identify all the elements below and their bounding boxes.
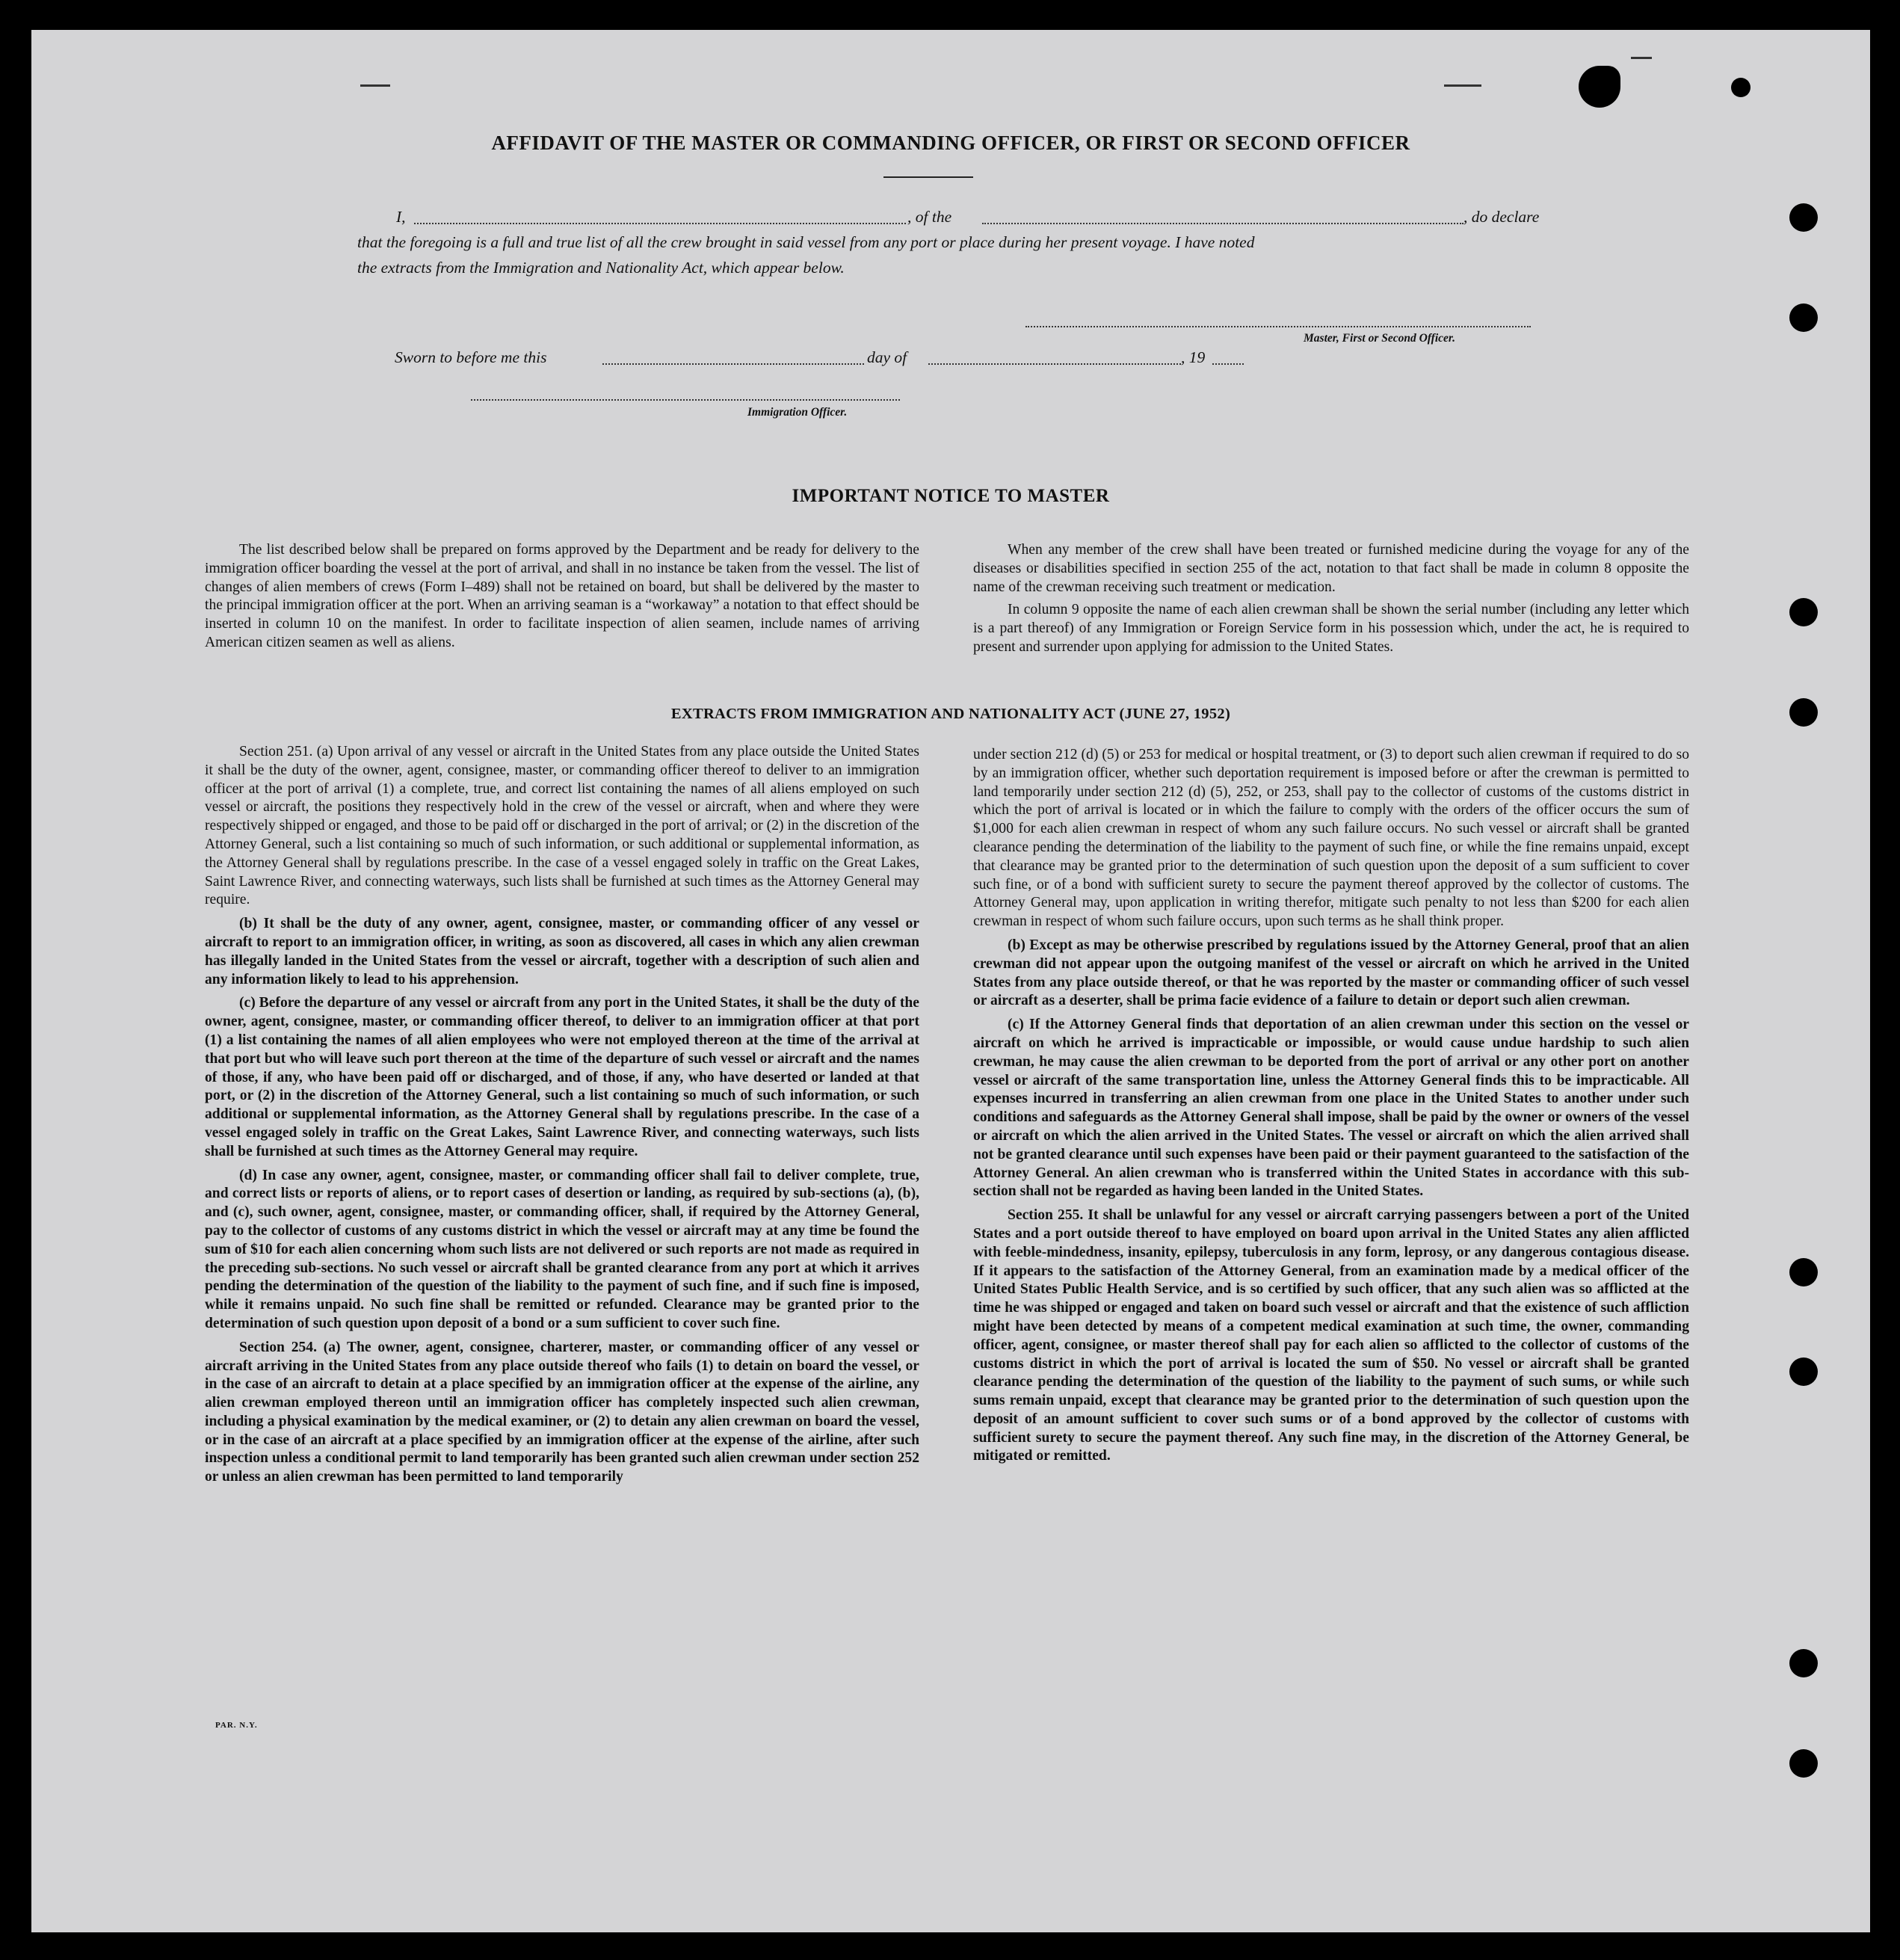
printer-mark: PAR. N.Y. — [215, 1721, 258, 1730]
vessel-name-line — [982, 223, 1463, 224]
sworn-month-line — [928, 363, 1181, 365]
section-251a: Section 251. (a) Upon arrival of any vessel or aircraft in the United States from any place outside the United States it shall be the duty of the owner, agent, consignee, master, or commanding officer thereof to deliver to an immigration officer at the port of arrival (1) a complete, true, and correct list containing the names of all aliens employed on such vessel or aircraft, the positions they respectively hold in the crew of the vessel or aircraft, when and where they were respectively shipped or engaged, and those to be paid off or discharged in the port of arrival; or (2) in the discretion of the Attorney General, such a list containing so much of such information, or such additional or supplemental information, as the Attorney General shall by regulations prescribe. In the case of a vessel engaged solely in traffic on the Great Lakes, Saint Lawrence River, and connecting waterways, such lists shall be furnished at such times as the Attorney General may require. — [205, 744, 919, 908]
notice-left-column — [205, 541, 919, 653]
declare-do-declare-label: , do declare — [1463, 208, 1540, 226]
section-251d: (d) In case any owner, agent, consignee, master, or commanding officer shall fail to deliver complete, true, and correct lists or reports of aliens, or to report cases of desertion or landing, as required by sub-sections (a), (b), and (c), such owner, agent, consignee, master, or commanding officer, shall, if required by the Attorney General, pay to the collector of customs of any customs district in which the vessel or aircraft may at any time be found the sum of $10 for each alien concerning whom such lists are not delivered or such reports are not made as required in the preceding sub-sections. No such vessel or aircraft shall be granted clearance from any port at which it arrives pending the determination of the question of the liability to the payment of such fine, and if such fine is imposed, while it remains unpaid. No such fine shall be remitted or refunded. Clearance may be granted prior to the determination of such question upon deposit of a bond or a sum sufficient to cover such fine. — [205, 1167, 919, 1331]
declarant-name-line — [414, 223, 906, 224]
sworn-day-line — [602, 363, 864, 365]
extracts-left-column — [205, 743, 919, 1487]
notice-right-paragraph-2: In column 9 opposite the name of each alien crewman shall be shown the serial number (including any letter which is a part thereof) of any Immigration or Foreign Service form in his possession which, under the act, he is required to present and surrender upon applying for admission to the United States. — [973, 602, 1689, 655]
punch-hole-icon — [1731, 78, 1751, 97]
sworn-year-line — [1212, 363, 1244, 365]
section-254a-continued: under section 212 (d) (5) or 253 for medical or hospital treatment, or (3) to deport such alien crewman if required to do so by an immigration officer, whether such deportation requirement is imposed before or after the crewman is permitted to land temporarily under section 212 (d) (5), 252, or 253, shall pay to the collector of customs of the customs district in which the port of arrival is located or in which the failure to comply with the orders of the officer occurs the sum of $1,000 for each alien crewman in respect of whom any such failure occurs. No such vessel or aircraft shall be granted clearance pending the determination of the liability to the payment of such fine, or while the fine remains unpaid, except that clearance may be granted prior to the determination of such question upon the deposit of a sum sufficient to cover such fine, or of a bond with sufficient surety to secure the payment thereof approved by the collector of customs. The Attorney General may, upon application in writing therefor, mitigate such penalty to not less than $200 for each alien crewman in respect of whom such failure occurs, upon such terms as he shall think proper. — [973, 747, 1689, 930]
scan-mark — [1631, 57, 1652, 59]
punch-hole-icon — [1789, 303, 1818, 332]
declare-of-the-label: , of the — [907, 208, 952, 226]
scan-mark — [360, 84, 390, 87]
title-rule — [883, 176, 973, 178]
notice-right-column — [973, 541, 1689, 657]
section-251c: (c) Before the departure of any vessel or aircraft from any port in the United States, it shall be the duty of the owner, agent, consignee, master, or commanding officer thereof, to deliver to an immigration officer at that port (1) a list containing the names of all alien employees who were not employed thereon at the time of the arrival at that port but who will leave such port thereon at the time of the departure of such vessel or aircraft and the names of those, if any, who have been paid off or discharged, and of those, if any, who have deserted or landed at that port, or (2) in the discretion of the Attorney General, such a list containing so much of such information, or such additional or supplemental information, as the Attorney General shall by regulations prescribe. In the case of a vessel engaged solely in traffic on the Great Lakes, Saint Lawrence River, and connecting waterways, such lists shall be furnished at such times as the Attorney General may require. — [205, 995, 919, 1159]
immigration-officer-label: Immigration Officer. — [747, 406, 848, 419]
punch-hole-icon — [1579, 66, 1620, 108]
year-label: , 19 — [1181, 348, 1206, 366]
master-signature-label: Master, First or Second Officer. — [1304, 332, 1455, 345]
punch-hole-icon — [1789, 598, 1818, 626]
section-255: Section 255. It shall be unlawful for any vessel or aircraft carrying passengers between a port of the United States and a port outside thereof to have employed on board upon arrival in the United States any alien afflicted with feeble-mindedness, insanity, epilepsy, tuberculosis in any form, leprosy, or any dangerous contagious disease. If it appears to the satisfaction of the Attorney General, from an examination made by a medical officer of the United States Public Health Service, and is so certified by such officer, that any such alien was so afflicted at the time he was shipped or engaged and taken on board such vessel or aircraft and that the existence of such affliction might have been detected by means of a competent medical examination at such time, the owner, commanding officer, agent, consignee, or master thereof shall pay for each alien so afflicted to the collector of customs of the customs district in which the port of arrival is located the sum of $50. No vessel or aircraft shall be granted clearance pending the determination of the question of the liability to the payment of such sums, or while such sums remain unpaid, except that clearance may be granted prior to the determination of such question upon the deposit of an amount sufficient to cover such sums or of a bond approved by the collector of customs with sufficient surety to secure the payment thereof. Any such fine may, in the discretion of the Attorney General, be mitigated or remitted. — [973, 1207, 1689, 1464]
sworn-label: Sworn to before me this — [395, 348, 547, 366]
section-254a: Section 254. (a) The owner, agent, consignee, charterer, master, or commanding officer of any vessel or aircraft arriving in the United States from any place outside thereof who fails (1) to detain on board the vessel, or in the case of an aircraft to detain at a place specified by an immigration officer at the expense of the airline, any alien crewman employed thereon until an immigration officer has completely inspected such alien crewman, including a physical examination by the medical examiner, or (2) to detain any alien crewman on board the vessel, or in the case of an aircraft at a place specified by an immigration officer at the expense of the airline, after such inspection unless a conditional permit to land temporarily has been granted such alien crewman under section 252 or unless an alien crewman has been permitted to land temporarily — [205, 1339, 919, 1485]
document-page — [31, 30, 1870, 1932]
declaration-line-2: that the foregoing is a full and true list of all the crew brought in said vessel from any port or place during her present voyage. I have noted — [357, 233, 1255, 251]
punch-hole-icon — [1789, 1749, 1818, 1778]
notice-title: IMPORTANT NOTICE TO MASTER — [792, 486, 1110, 506]
section-251b: (b) It shall be the duty of any owner, agent, consignee, master, or commanding officer of any vessel or aircraft to report to an immigration officer, in writing, as soon as discovered, all cases in which any alien crewman has illegally landed in the United States from the vessel or aircraft, together with a description of such alien and any information likely to lead to his apprehension. — [205, 916, 919, 987]
extracts-heading: EXTRACTS FROM IMMIGRATION AND NATIONALITY ACT (JUNE 27, 1952) — [670, 706, 1231, 722]
day-of-label: day of — [867, 348, 907, 366]
punch-hole-icon — [1789, 1357, 1818, 1386]
scan-mark — [1444, 84, 1481, 87]
declare-i-label: I, — [396, 208, 406, 226]
notice-right-paragraph-1: When any member of the crew shall have been treated or furnished medicine during the voyage for any of the diseases or disabilities specified in section 255 of the act, notation to that fact shall be made in column 8 opposite the name of the crewman receiving such treatment or medication. — [973, 542, 1689, 595]
notice-left-paragraph: The list described below shall be prepared on forms approved by the Department and be ready for delivery to the immigration officer boarding the vessel at the port of arrival, and shall in no instance be taken from the vessel. The list of changes of alien members of crews (Form I–489) shall not be retained on board, but shall be delivered by the master to the principal immigration officer at the port. When an arriving seaman is a “workaway” a notation to that effect should be inserted in column 10 on the manifest. In order to facilitate inspection of alien seamen, include names of arriving American citizen seamen as well as aliens. — [205, 542, 919, 650]
punch-hole-icon — [1789, 1258, 1818, 1286]
immigration-officer-signature-line — [471, 399, 900, 401]
affidavit-title: AFFIDAVIT OF THE MASTER OR COMMANDING OFFICER, OR FIRST OR SECOND OFFICER — [491, 132, 1410, 154]
master-signature-line — [1025, 326, 1531, 327]
section-254c: (c) If the Attorney General finds that deportation of an alien crewman under this section on the vessel or aircraft on which he arrived is impracticable or impossible, or would cause undue hardship to such alien crewman, he may cause the alien crewman to be deported from the port of arrival or any other port on another vessel or aircraft of the same transportation line, unless the Attorney General finds this to be impracticable. All expenses incurred in transferring an alien crewman from one place in the United States to another under such conditions and safeguards as the Attorney General shall impose, shall be paid by the owner or owners of the vessel or aircraft on which the alien arrived in the United States. The vessel or aircraft on which the alien arrived shall not be granted clearance until such expenses have been paid or their payment guaranteed to the satisfaction of the Attorney General. An alien crewman who is transferred within the United States in accordance with this sub-section shall not be regarded as having been landed in the United States. — [973, 1017, 1689, 1200]
punch-hole-icon — [1789, 203, 1818, 232]
declaration-line-3: the extracts from the Immigration and Nationality Act, which appear below. — [357, 259, 845, 277]
extracts-right-column — [973, 746, 1689, 1466]
punch-hole-icon — [1789, 1649, 1818, 1677]
section-254b: (b) Except as may be otherwise prescribed by regulations issued by the Attorney General, proof that an alien crewman did not appear upon the outgoing manifest of the vessel or aircraft on which he arrived in the United States from any place outside thereof, or that he was reported by the master or commanding officer of such vessel or aircraft as a deserter, shall be prima facie evidence of a failure to detain or deport such alien crewman. — [973, 937, 1689, 1009]
